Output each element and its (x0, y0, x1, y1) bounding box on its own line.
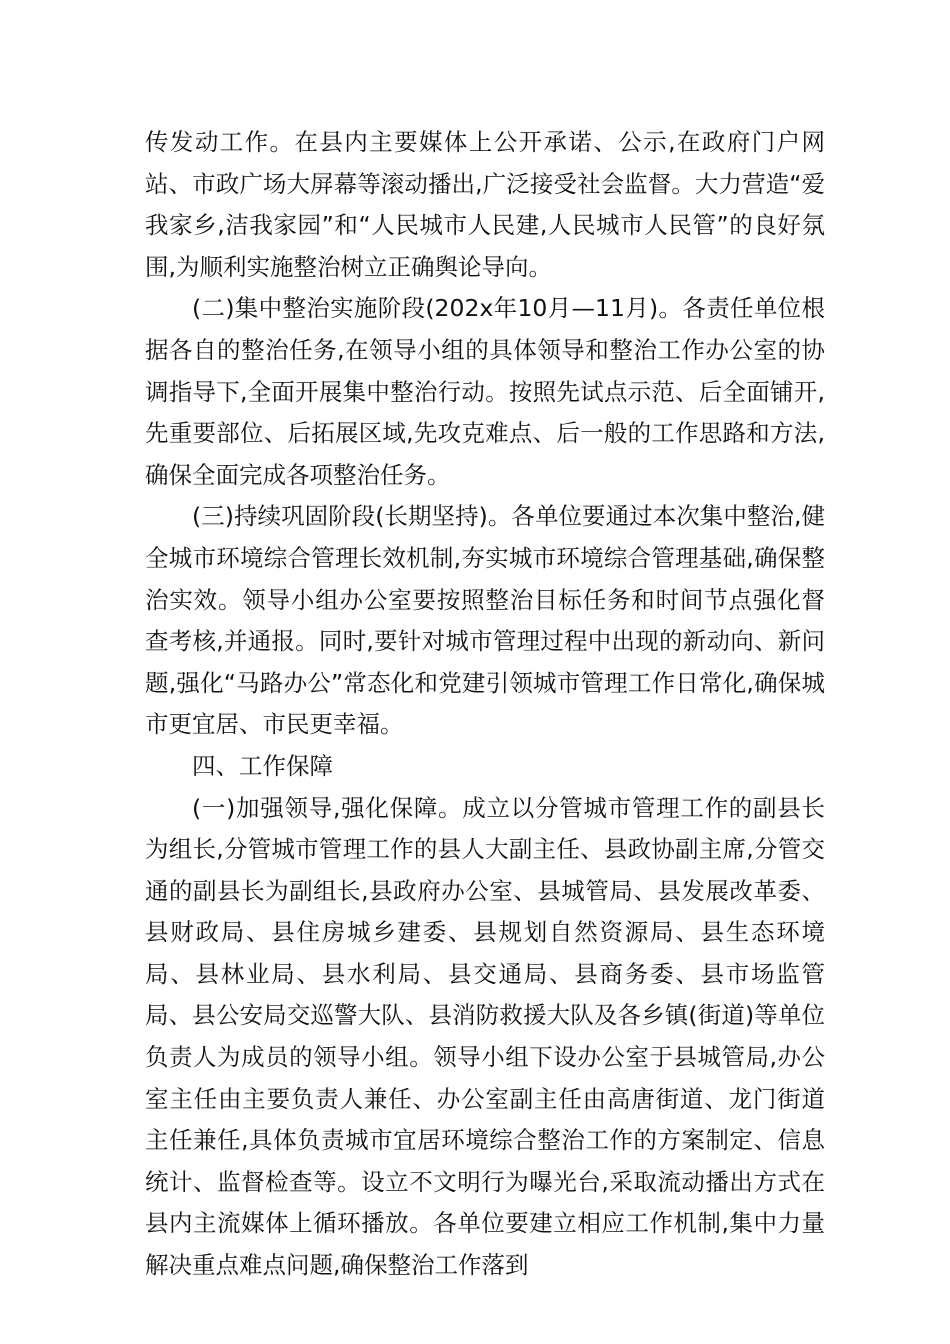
document-body (145, 122, 825, 1287)
section-heading-work-guarantee: 四、工作保障 (192, 751, 333, 780)
paragraph-publicity-continuation: 传发动工作。在县内主要媒体上公开承诺、公示,在政府门户网站、市政广场大屏幕等滚动播出,广泛接受社会监督。大力营造“爱我家乡,洁我家园”和“人民城市人民建,人民城市人民管”的良好氛围,为顺利实施整治树立正确舆论导向。 (145, 128, 825, 281)
paragraph-leadership-guarantee: (一)加强领导,强化保障。成立以分管城市管理工作的副县长为组长,分管城市管理工作的县人大副主任、县政协副主席,分管交通的副县长为副组长,县政府办公室、县城管局、县发展改革委、县财政局、县住房城乡建委、县规划自然资源局、县生态环境局、县林业局、县水利局、县交通局、县商务委、县市场监管局、县公安局交巡警大队、县消防救援大队及各乡镇(街道)等单位负责人为成员的领导小组。领导小组下设办公室于县城管局,办公室主任由主要负责人兼任、办公室副主任由高唐街道、龙门街道主任兼任,具体负责城市宜居环境综合整治工作的方案制定、信息统计、监督检查等。设立不文明行为曝光台,采取流动播出方式在县内主流媒体上循环播放。各单位要建立相应工作机制,集中力量解决重点难点问题,确保整治工作落到 (145, 793, 825, 1280)
paragraph-phase-three: (三)持续巩固阶段(长期坚持)。各单位要通过本次集中整治,健全城市环境综合管理长效机制,夯实城市环境综合管理基础,确保整治实效。领导小组办公室要按照整治目标任务和时间节点强化督查考核,并通报。同时,要针对城市管理过程中出现的新动向、新问题,强化“马路办公”常态化和党建引领城市管理工作日常化,确保城市更宜居、市民更幸福。 (145, 502, 825, 739)
paragraph-phase-two: (二)集中整治实施阶段(202x年10月—11月)。各责任单位根据各自的整治任务,在领导小组的具体领导和整治工作办公室的协调指导下,全面开展集中整治行动。按照先试点示范、后全面铺开,先重要部位、后拓展区域,先攻克难点、后一般的工作思路和方法,确保全面完成各项整治任务。 (145, 294, 825, 489)
